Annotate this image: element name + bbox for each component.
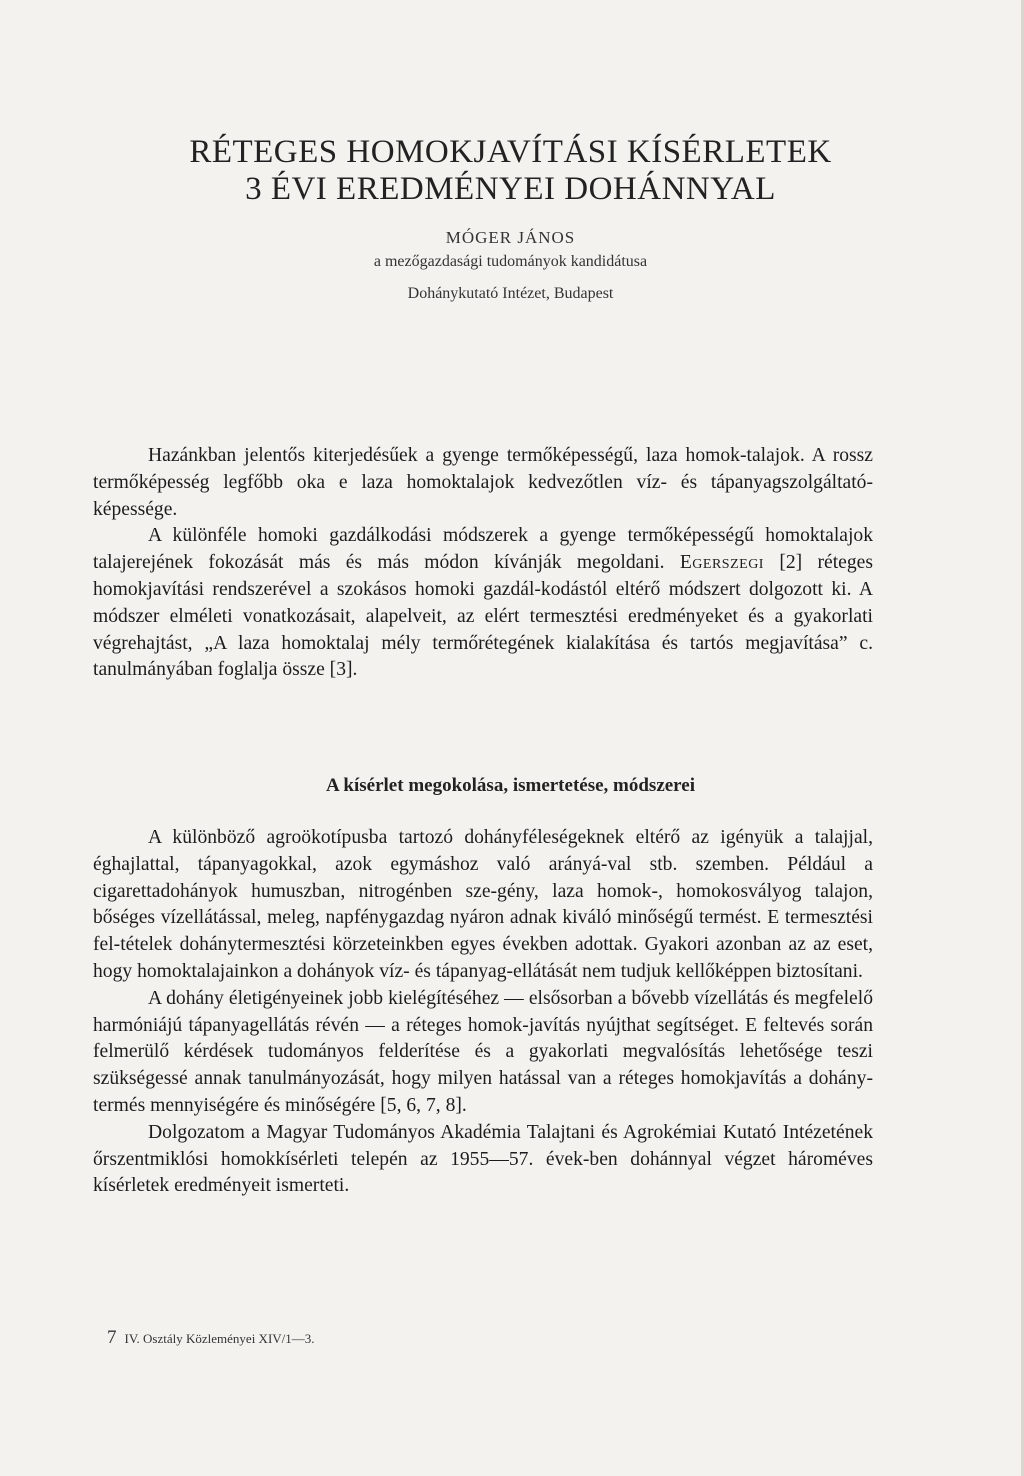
title-line-2: 3 ÉVI EREDMÉNYEI DOHÁNNYAL (245, 171, 776, 207)
title-line-1: RÉTEGES HOMOKJAVÍTÁSI KÍSÉRLETEK (189, 134, 832, 170)
intro-paragraph-2-rest: [2] réteges homokjavítási rendszerével a szokásos homoki gazdál-kodástól eltérő módszert dolgozott ki. A módszer elméleti vonatkozásait, alapelveit, az elért termesztési eredményeket és a gyakorlati végrehajtást, „A laza homoktalaj mély termőrétegének kialakítása és tartós megjavítása” c. tanulmányában foglalja össze [3]. (93, 552, 873, 681)
section-text (93, 825, 873, 1200)
intro-paragraph-2-start: A különféle homoki gazdálkodási módszerek a gyenge termőképességű homoktalajok talajerejének fokozását más és más módon kívánják megoldani. (93, 525, 873, 574)
page-footer (107, 1327, 315, 1349)
paper-title (0, 134, 1021, 208)
author-name: MÓGER JÁNOS (445, 228, 576, 247)
journal-reference: IV. Osztály Közleményei XIV/1—3. (124, 1331, 315, 1346)
section-paragraph-2: A dohány életigényeinek jobb kielégítéséhez — elsősorban a bővebb vízellátás és megfelelő harmóniájú tápanyagellátás révén — a réteges homok-javítás nyújthat segítséget. E feltevés során felmerülő kérdések tudományos felderítése és a gyakorlati megvalósítás lehetősége teszi szükségessé annak tanulmányozását, hogy milyen hatással van a réteges homokjavítás a dohány-termés mennyiségére és minőségére [5, 6, 7, 8]. (93, 987, 873, 1116)
section-paragraph-1: A különböző agroökotípusba tartozó dohányféleségeknek eltérő az igényük a talajjal, éghajlattal, tápanyagokkal, azok egymáshoz való arányá-val stb. szemben. Például a cigarettadohányok humuszban, nitrogénben sze-gény, laza homok-, homokosvályog talajon, bőséges vízellátással, meleg, napfénygazdag nyáron adnak kiváló minőségű termést. E termesztési fel-tételek dohánytermesztési körzeteinkben egyes években adottak. Gyakori azonban az az eset, hogy homoktalajainkon a dohányok víz- és tápanyag-ellátását nem tudjuk kellőképpen biztosítani. (93, 827, 873, 982)
intro-paragraph-2 (93, 523, 873, 684)
author-institute: Dohánykutató Intézet, Budapest (407, 285, 614, 302)
cited-author-name: Egerszegi (679, 552, 764, 574)
section-heading: A kísérlet megokolása, ismertetése, módszerei (326, 775, 695, 796)
intro-paragraph-1: Hazánkban jelentős kiterjedésűek a gyenge termőképességű, laza homok-talajok. A rossz termőképesség legfőbb oka e laza homoktalajok kedvezőtlen víz- és tápanyagszolgáltató-képessége. (93, 445, 873, 520)
section-paragraph-3: Dolgozatom a Magyar Tudományos Akadémia Talajtani és Agrokémiai Kutató Intézetének őrszentmiklósi homokkísérleti telepén az 1955—57. évek-ben dohánnyal végzet hároméves kísérletek eredményeit ismerteti. (93, 1121, 873, 1197)
intro-text (93, 443, 873, 684)
author-role: a mezőgazdasági tudományok kandidátusa (373, 253, 648, 270)
page-number: 7 (107, 1327, 117, 1348)
